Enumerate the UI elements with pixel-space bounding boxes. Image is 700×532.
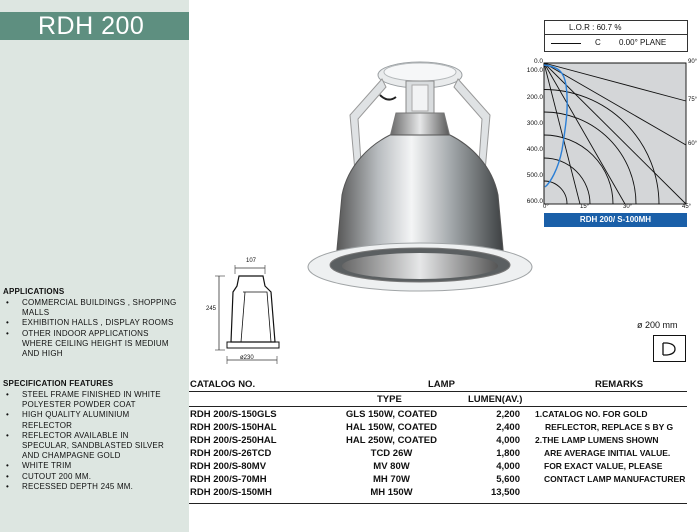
list-item: • STEEL FRAME FINISHED IN WHITE POLYESTER POWDER COAT	[0, 390, 170, 410]
cell-remark: CONTACT LAMP MANUFACTURER	[544, 474, 686, 484]
dimension-top-width: 107	[246, 258, 257, 264]
table-row	[189, 447, 687, 460]
table-row	[189, 421, 687, 434]
header-catalog: CATALOG NO.	[190, 379, 256, 390]
list-item: • RECESSED DEPTH 245 MM.	[0, 482, 170, 492]
applications-list	[0, 298, 185, 359]
specification-heading: SPECIFICATION FEATURES	[3, 379, 114, 388]
specification-list	[0, 390, 170, 492]
polar-chart-caption: RDH 200/ S-100MH	[544, 213, 687, 227]
cell-type: HAL 150W, COATED	[346, 422, 437, 433]
polar-intensity-chart	[520, 55, 700, 215]
radial-label: 0.0	[533, 58, 543, 65]
list-item: • COMMERCIAL BUILDINGS , SHOPPING MALLS	[0, 298, 185, 318]
radial-label: 500.0	[526, 172, 543, 179]
cell-type: TCD 26W	[370, 448, 413, 459]
radial-label: 300.0	[526, 120, 543, 127]
dimension-height: 245	[206, 306, 217, 312]
list-item: • CUTOUT 200 MM.	[0, 472, 170, 482]
page-title: RDH 200	[0, 12, 189, 40]
ceiling-mount-icon	[653, 335, 686, 362]
legend-plane: 0.00° PLANE	[619, 38, 667, 47]
radial-label: 200.0	[526, 94, 543, 101]
cell-catalog: RDH 200/S-250HAL	[190, 435, 277, 446]
cell-remark: FOR EXACT VALUE, PLEASE	[544, 461, 663, 471]
cell-remark: 2.THE LAMP LUMENS SHOWN	[535, 435, 659, 445]
angle-label: 75°	[688, 97, 698, 103]
list-item: • OTHER INDOOR APPLICATIONS WHERE CEILING HEIGHT IS MEDIUM AND HIGH	[0, 329, 172, 360]
header-type: TYPE	[377, 394, 402, 405]
cell-lumen: 2,400	[496, 422, 520, 433]
list-item: • HIGH QUALITY ALUMINIUM REFLECTOR	[0, 410, 142, 430]
cell-catalog: RDH 200/S-70MH	[190, 474, 267, 485]
radial-label: 600.0	[526, 198, 543, 205]
angle-label: 15°	[580, 204, 590, 210]
dimension-bottom-width: ø230	[240, 355, 254, 361]
cell-catalog: RDH 200/S-26TCD	[190, 448, 272, 459]
cell-lumen: 4,000	[496, 435, 520, 446]
cell-catalog: RDH 200/S-80MV	[190, 461, 267, 472]
cell-type: MH 150W	[370, 487, 413, 498]
cutout-size: ø 200 mm	[637, 320, 678, 330]
angle-label: 30°	[623, 204, 633, 210]
table-divider	[189, 503, 687, 504]
cell-type: MH 70W	[373, 474, 410, 485]
angle-label: 90°	[688, 59, 698, 65]
table-row	[189, 460, 687, 473]
cell-type: MV 80W	[373, 461, 410, 472]
angle-label: 0°	[543, 204, 549, 210]
cell-remark: REFLECTOR, REPLACE S BY G	[545, 422, 674, 432]
cell-catalog: RDH 200/S-150GLS	[190, 409, 277, 420]
cell-catalog: RDH 200/S-150MH	[190, 487, 272, 498]
cell-remark: 1.CATALOG NO. FOR GOLD	[535, 409, 648, 419]
cell-remark: ARE AVERAGE INITIAL VALUE.	[544, 448, 671, 458]
list-item: • WHITE TRIM	[0, 461, 170, 471]
radial-label: 100.0	[526, 67, 543, 74]
radial-label: 400.0	[526, 146, 543, 153]
header-lumen: LUMEN(AV.)	[468, 394, 523, 405]
lor-value: L.O.R : 60.7 %	[545, 21, 687, 35]
angle-label: 60°	[688, 141, 698, 147]
table-divider	[189, 406, 687, 407]
list-item: • REFLECTOR AVAILABLE IN SPECULAR, SANDBLASTED SILVER AND CHAMPAGNE GOLD	[0, 431, 172, 462]
cell-lumen: 4,000	[496, 461, 520, 472]
cell-type: GLS 150W, COATED	[345, 409, 438, 420]
header-remarks: REMARKS	[595, 379, 644, 390]
applications-heading: APPLICATIONS	[3, 287, 65, 296]
table-row	[189, 408, 687, 421]
lor-legend-box	[544, 20, 688, 52]
legend-line	[551, 43, 581, 44]
cell-lumen: 1,800	[496, 448, 520, 459]
cell-lumen: 5,600	[496, 474, 520, 485]
cell-type: HAL 250W, COATED	[346, 435, 437, 446]
table-row	[189, 434, 687, 447]
downlight-product-image	[300, 55, 540, 300]
table-divider	[189, 391, 687, 392]
cell-lumen: 13,500	[490, 487, 520, 498]
angle-label: 45°	[682, 204, 692, 210]
header-lamp: LAMP	[428, 379, 455, 390]
cell-lumen: 2,200	[496, 409, 520, 420]
cell-catalog: RDH 200/S-150HAL	[190, 422, 277, 433]
table-row	[189, 486, 687, 499]
table-row	[189, 473, 687, 486]
legend-c: C	[595, 38, 601, 47]
list-item: • EXHIBITION HALLS , DISPLAY ROOMS	[0, 318, 185, 328]
